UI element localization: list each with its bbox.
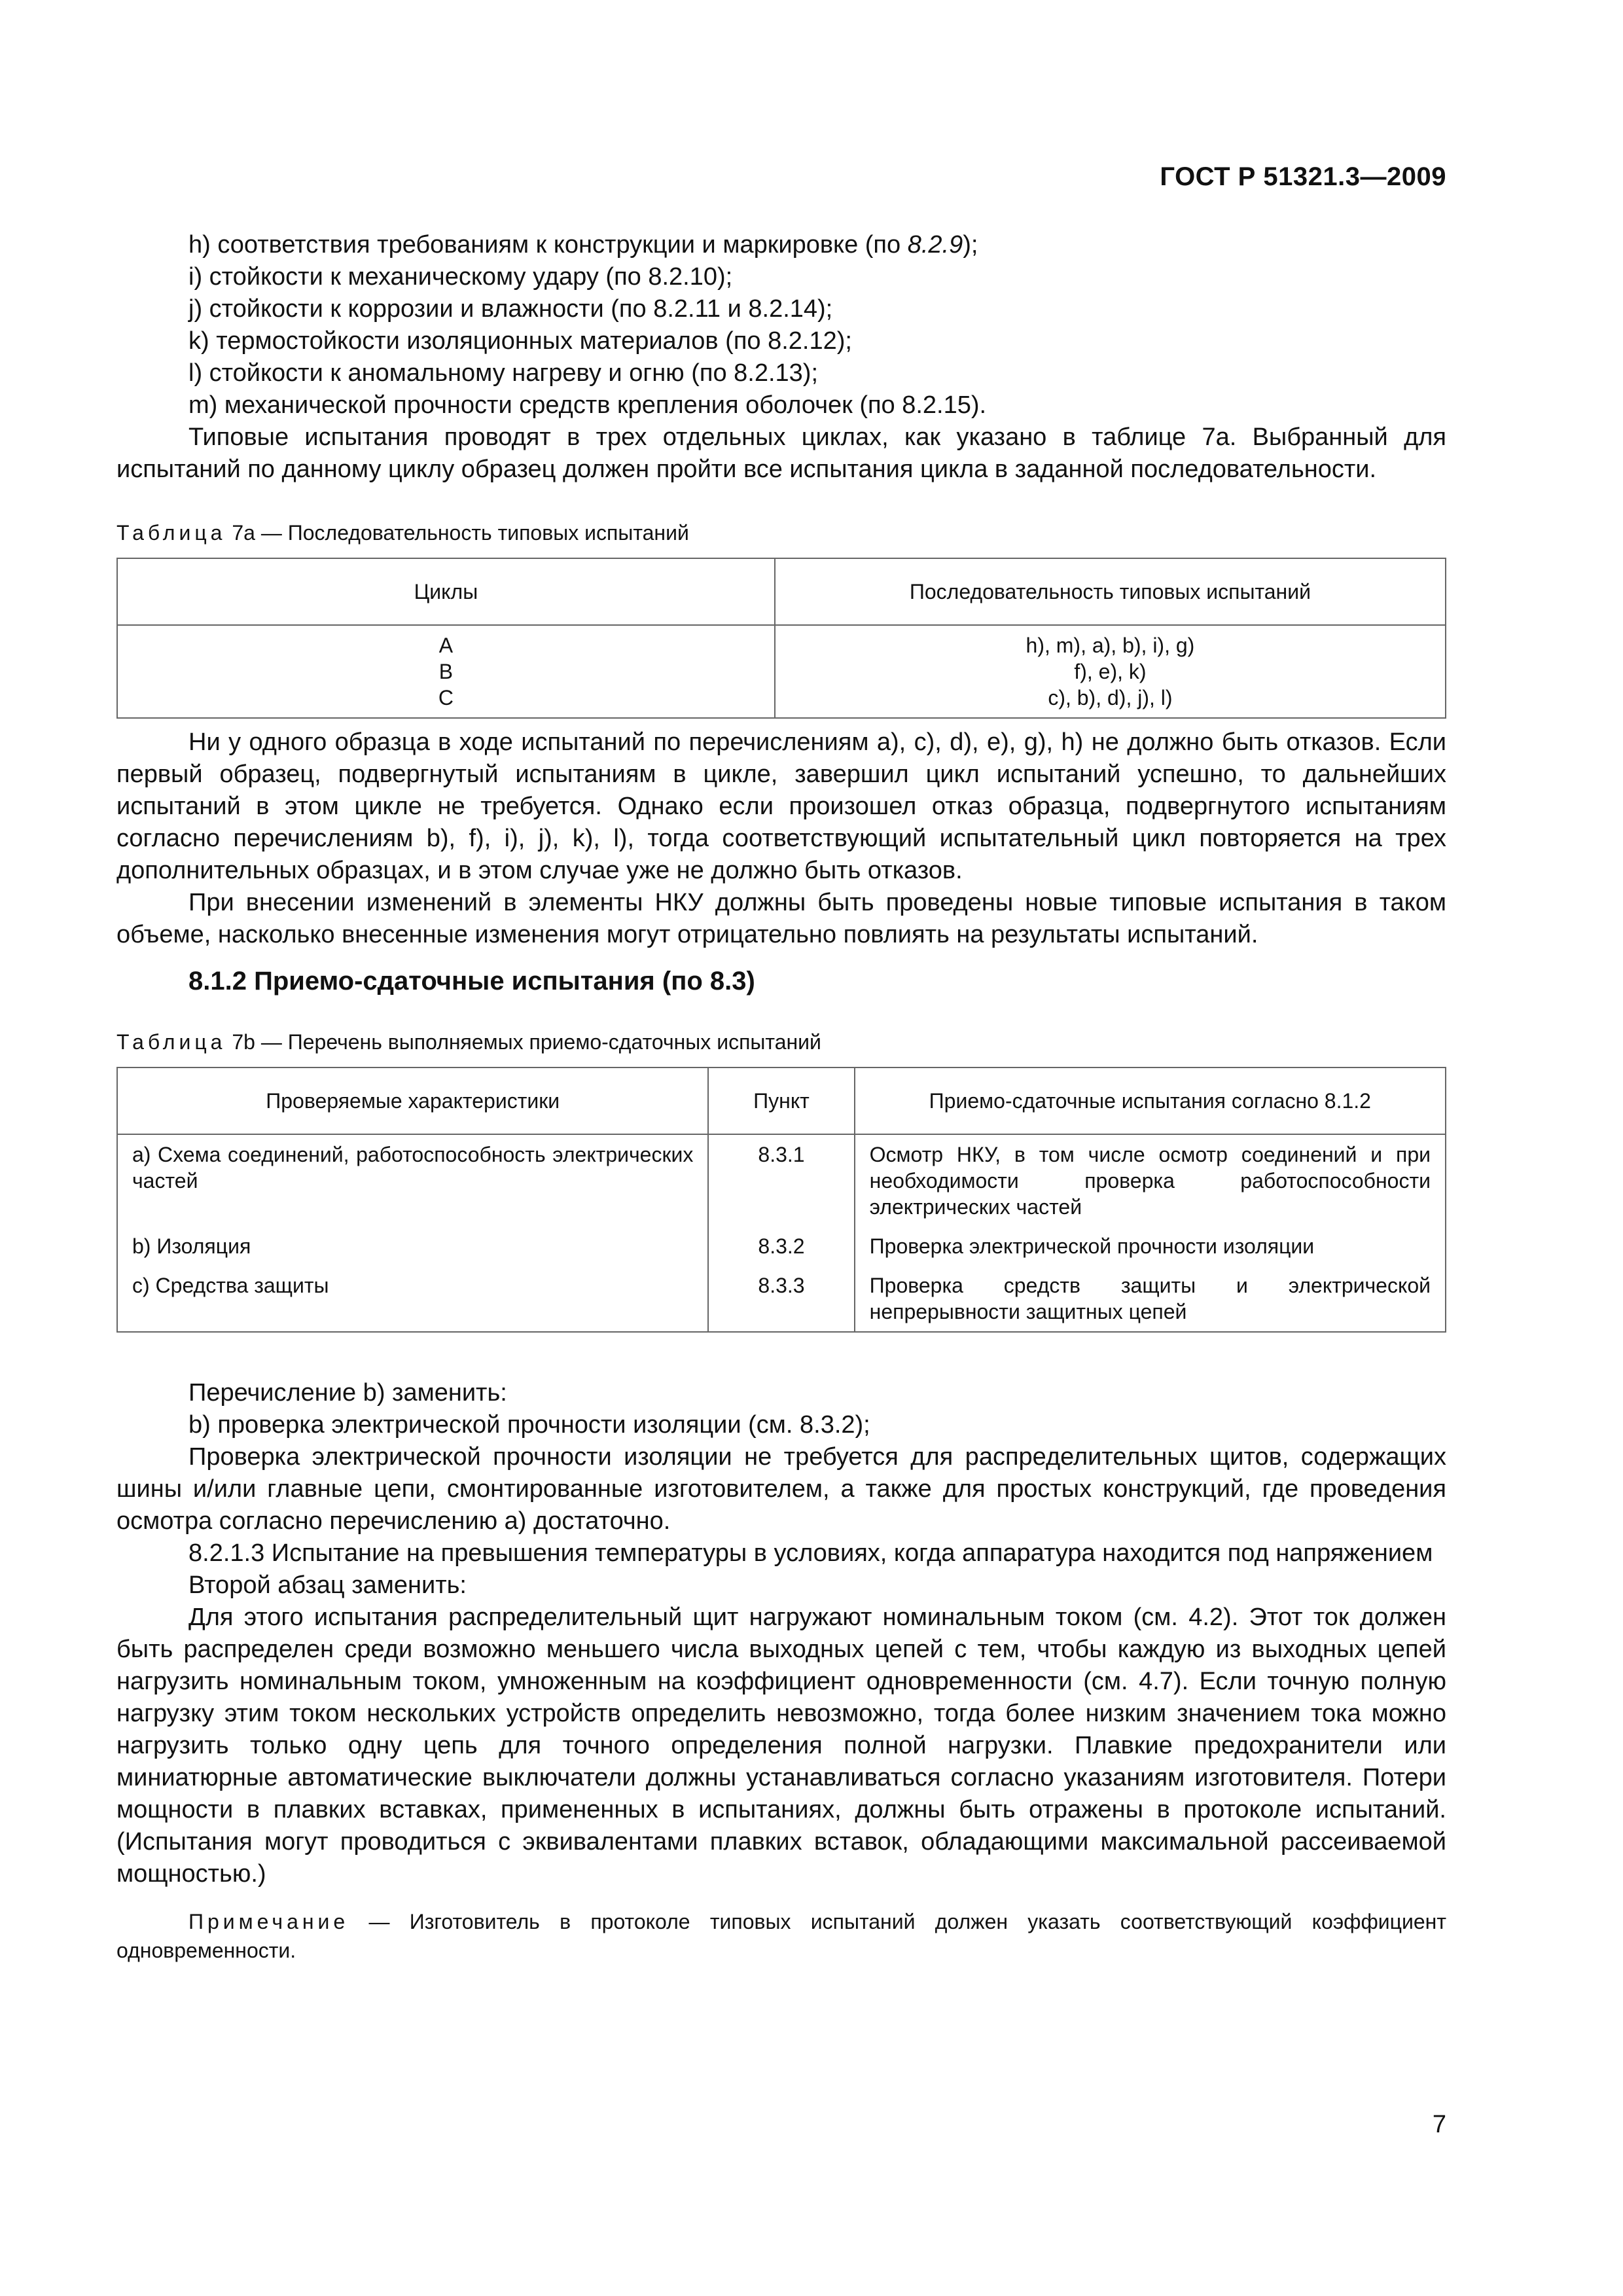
cycle-label: C — [438, 686, 454, 709]
paragraph-test-description: Для этого испытания распределительный щит нагружают номинальным током (см. 4.2). Этот ток должен быть распределен среди возможно меньшего числа выходных цепей с тем, чтобы каждую из выходных цепей нагрузить номинальным током, умноженным на коэффициент одновременности (см. 4.7). Если точную полную нагрузку этим током нескольких устройств определить невозможно, тогда более низким значением тока можно нагрузить только одну цепь для точного определения полной нагрузки. Плавкие предохранители или миниатюрные автоматические выключатели должны устанавливаться согласно указаниям изготовителя. Потери мощности в плавких вставках, примененных в испытаниях, должны быть отражены в протоколе испытаний. (Испытания могут проводиться с эквивалентами плавких вставок, обладающими максимальной рассеиваемой мощностью.) — [116, 1604, 1446, 1888]
section-title-8-1-2: 8.1.2 Приемо-сдаточные испытания (по 8.3) — [188, 967, 755, 996]
list-item: h) соответствия требованиям к конструкции и маркировке (по 8.2.9); — [188, 231, 978, 259]
cell-item: 8.3.2 — [708, 1227, 854, 1266]
paragraph-b-new: b) проверка электрической прочности изоляции (см. 8.3.2); — [188, 1411, 870, 1439]
column-header-item: Пункт — [708, 1067, 854, 1134]
table-header-row — [117, 1067, 1446, 1134]
table-row — [117, 1266, 1446, 1332]
list-item: k) термостойкости изоляционных материалов (по 8.2.12); — [188, 327, 852, 355]
table-header-row — [117, 558, 1446, 625]
note: Примечание — Изготовитель в протоколе типовых испытаний должен указать соответствующий коэффициент одновременности. — [116, 1910, 1447, 1962]
table-7b — [116, 1067, 1446, 1333]
cell-sequences — [775, 625, 1446, 718]
table-7b-caption: Таблица 7b — Перечень выполняемых приемо-сдаточных испытаний — [116, 1030, 821, 1054]
cell-test: Проверка средств защиты и электрической непрерывности защитных цепей — [855, 1266, 1446, 1332]
page-content — [116, 229, 1446, 1965]
sequence-label: f), e), k) — [1074, 660, 1147, 683]
table-7a — [116, 558, 1446, 719]
page-number: 7 — [1432, 2111, 1446, 2138]
cycle-label: A — [438, 634, 454, 657]
paragraph-second-replace: Второй абзац заменить: — [188, 1571, 467, 1599]
sequence-label: h), m), a), b), i), g) — [1026, 634, 1195, 657]
table-row — [117, 1134, 1446, 1227]
column-header-cycles: Циклы — [117, 558, 775, 625]
cell-item: 8.3.1 — [708, 1134, 854, 1227]
cycle-label: B — [438, 660, 454, 683]
table-7a-caption: Таблица 7a — Последовательность типовых испытаний — [116, 521, 689, 545]
table-row — [117, 1227, 1446, 1266]
list-item: m) механической прочности средств крепления оболочек (по 8.2.15). — [188, 391, 987, 419]
cell-test: Осмотр НКУ, в том числе осмотр соединений и при необходимости проверка работоспособности электрических частей — [855, 1134, 1446, 1227]
column-header-characteristics: Проверяемые характеристики — [117, 1067, 708, 1134]
table-row — [117, 625, 1446, 718]
cell-characteristic: a) Схема соединений, работоспособность электрических частей — [117, 1134, 708, 1227]
cell-item: 8.3.3 — [708, 1266, 854, 1332]
paragraph-insulation: Проверка электрической прочности изоляции не требуется для распределительных щитов, содержащих шины и/или главные цепи, смонтированные изготовителем, а также для простых конструкций, где проведения осмотра согласно перечислению a) достаточно. — [116, 1443, 1446, 1535]
list-item: l) стойкости к аномальному нагреву и огню (по 8.2.13); — [188, 359, 819, 387]
column-header-test: Приемо-сдаточные испытания согласно 8.1.2 — [855, 1067, 1446, 1134]
paragraph-8-2-1-3: 8.2.1.3 Испытание на превышения температуры в условиях, когда аппаратура находится под напряжением — [188, 1539, 1433, 1567]
sequence-label: c), b), d), j), l) — [1048, 686, 1173, 709]
list-item: i) стойкости к механическому удару (по 8.2.10); — [188, 263, 733, 291]
document-code: ГОСТ Р 51321.3—2009 — [1160, 162, 1446, 191]
test-list — [116, 229, 1446, 422]
paragraph-cycles: Типовые испытания проводят в трех отдельных циклах, как указано в таблице 7а. Выбранный для испытаний по данному циклу образец должен пройти все испытания цикла в заданной последовательности. — [116, 423, 1446, 483]
column-header-sequence: Последовательность типовых испытаний — [775, 558, 1446, 625]
cell-cycles — [117, 625, 775, 718]
list-item: j) стойкости к коррозии и влажности (по 8.2.11 и 8.2.14); — [188, 295, 833, 323]
cell-characteristic: c) Средства защиты — [117, 1266, 708, 1332]
paragraph-replace-b: Перечисление b) заменить: — [188, 1379, 507, 1407]
cell-characteristic: b) Изоляция — [117, 1227, 708, 1266]
cell-test: Проверка электрической прочности изоляции — [855, 1227, 1446, 1266]
paragraph-changes: При внесении изменений в элементы НКУ должны быть проведены новые типовые испытания в таком объеме, насколько внесенные изменения могут отрицательно повлиять на результаты испытаний. — [116, 889, 1446, 948]
paragraph-failures: Ни у одного образца в ходе испытаний по перечислениям a), c), d), e), g), h) не должно быть отказов. Если первый образец, подвергнутый испытаниям в цикле, завершил цикл испытаний успешно, то дальнейших испытаний в этом цикле не требуется. Однако если произошел отказ образца, подвергнутого испытаниям согласно перечислениям b), f), i), j), k), l), тогда соответствующий испытательный цикл повторяется на трех дополнительных образцах, и в этом случае уже не должно быть отказов. — [116, 728, 1446, 884]
